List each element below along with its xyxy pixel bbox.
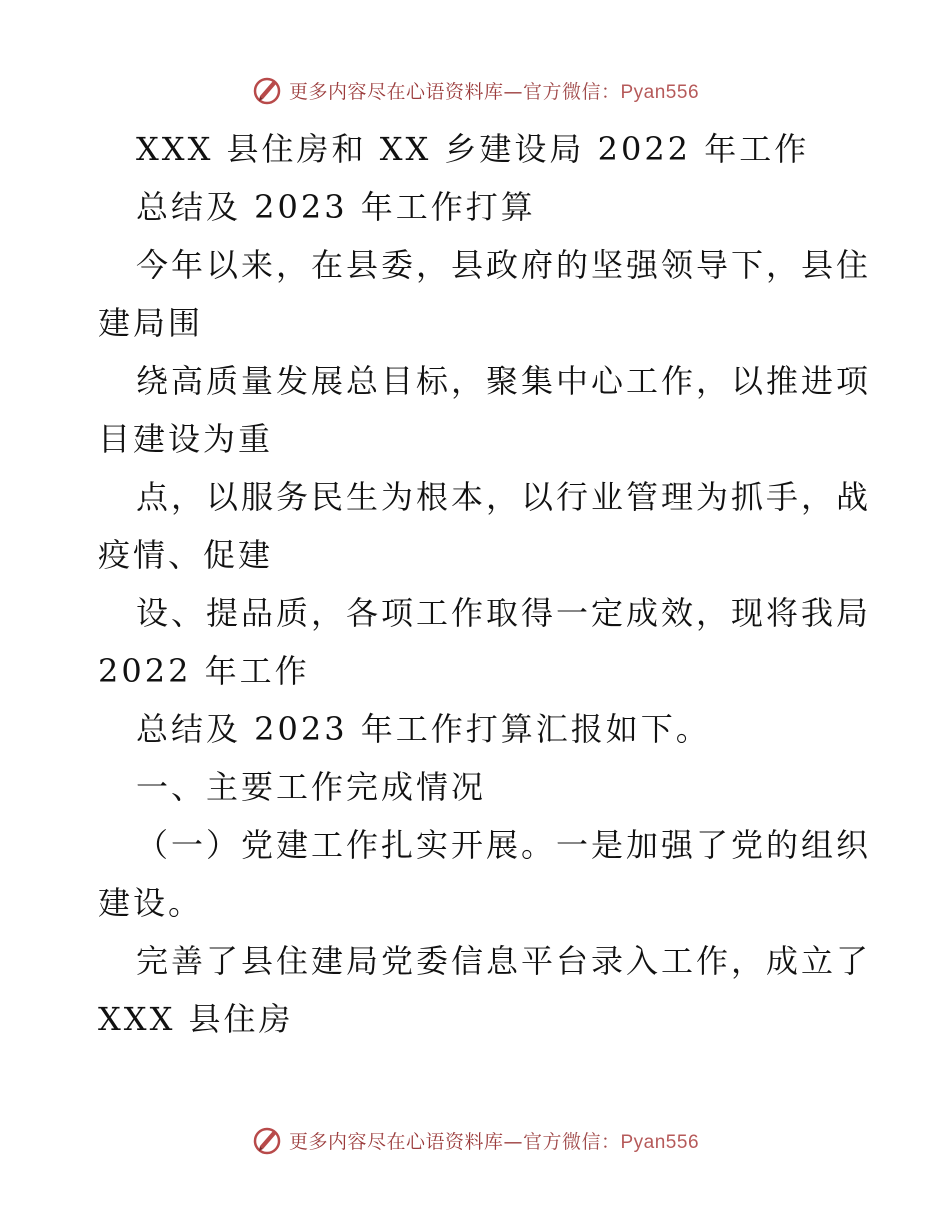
doc-line: 目建设为重 bbox=[98, 420, 274, 458]
watermark-wechat-id: Pyan556 bbox=[620, 1131, 700, 1153]
doc-line: 总结及 2023 年工作打算汇报如下。 bbox=[136, 710, 711, 748]
doc-line: 建设。 bbox=[98, 884, 204, 922]
doc-line: 一、主要工作完成情况 bbox=[136, 768, 487, 806]
pen-logo-icon bbox=[251, 74, 283, 106]
doc-line: 2022 年工作 bbox=[98, 652, 310, 690]
watermark-text bbox=[289, 77, 699, 104]
doc-line: （一）党建工作扎实开展。一是加强了党的组织 bbox=[136, 826, 872, 864]
doc-line: 点，以服务民生为根本，以行业管理为抓手，战 bbox=[136, 478, 872, 516]
pen-logo-icon bbox=[251, 1124, 283, 1156]
doc-line: 完善了县住建局党委信息平台录入工作，成立了 bbox=[136, 942, 872, 980]
doc-line: 今年以来，在县委，县政府的坚强领导下，县住 bbox=[136, 246, 872, 284]
watermark-main: 更多内容尽在心语资料库 bbox=[288, 1130, 504, 1153]
doc-line: 建局围 bbox=[98, 304, 204, 342]
watermark-label: 官方微信： bbox=[522, 1130, 621, 1153]
watermark-header bbox=[0, 70, 950, 110]
watermark-dash: — bbox=[503, 1130, 523, 1153]
watermark-label: 官方微信： bbox=[522, 80, 621, 103]
doc-line: 设、提品质，各项工作取得一定成效，现将我局 bbox=[136, 594, 872, 632]
doc-line: 疫情、促建 bbox=[98, 536, 274, 574]
doc-line: XXX 县住房和 XX 乡建设局 2022 年工作 bbox=[136, 130, 810, 168]
doc-line: XXX 县住房 bbox=[98, 1000, 294, 1038]
watermark-wechat-id: Pyan556 bbox=[620, 81, 700, 103]
watermark-main: 更多内容尽在心语资料库 bbox=[288, 80, 504, 103]
watermark-text bbox=[289, 1127, 699, 1154]
document-body bbox=[98, 120, 872, 1048]
watermark-dash: — bbox=[503, 80, 523, 103]
doc-line: 绕高质量发展总目标，聚集中心工作，以推进项 bbox=[136, 362, 872, 400]
doc-line: 总结及 2023 年工作打算 bbox=[136, 188, 536, 226]
watermark-footer bbox=[0, 1120, 950, 1160]
